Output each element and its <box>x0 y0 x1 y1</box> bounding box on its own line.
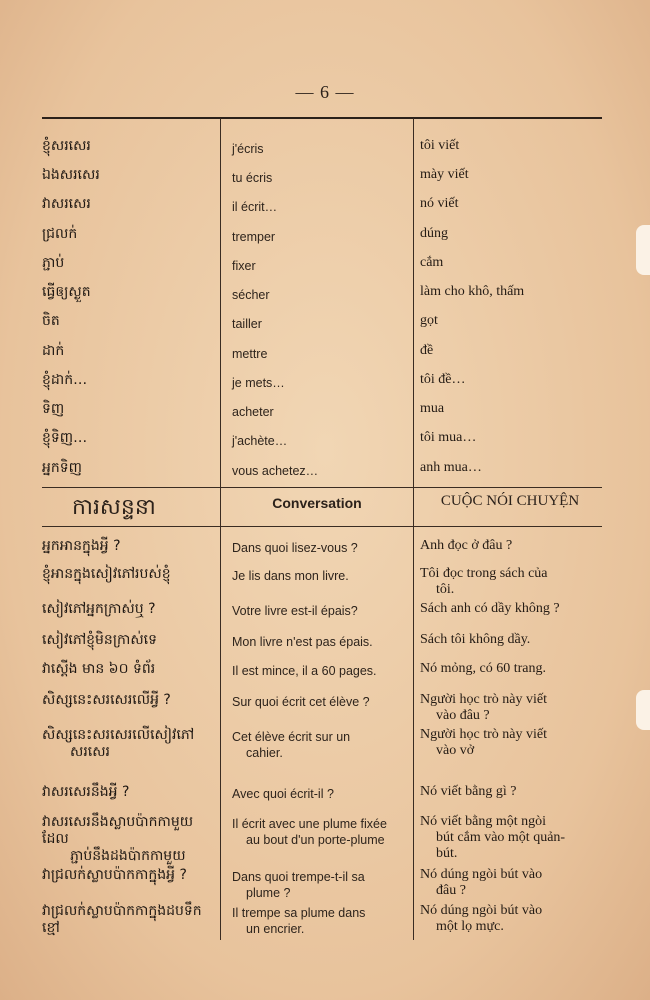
conv-khmer-line: សៀវភៅអ្នកក្រាស់ឬ ? <box>42 601 156 617</box>
conv-khmer <box>42 566 217 583</box>
conv-khmer <box>42 727 217 761</box>
conv-french-line: au bout d'un porte-plume <box>246 833 385 847</box>
conv-vietnamese-line: vào vở <box>436 743 475 758</box>
conv-french <box>232 786 410 802</box>
conv-french <box>232 540 410 556</box>
vocab-khmer: ដាក់ <box>42 343 65 359</box>
conv-khmer <box>42 661 217 678</box>
conv-khmer <box>42 601 217 618</box>
conv-vietnamese-line: đâu ? <box>436 883 466 898</box>
vocab-vietnamese: gọt <box>420 313 438 328</box>
conv-vietnamese <box>420 867 610 899</box>
vocab-vietnamese: mua <box>420 401 445 416</box>
conv-vietnamese-line: vào đâu ? <box>436 708 490 723</box>
vocab-vietnamese: anh mua… <box>420 460 482 475</box>
conv-french <box>232 603 410 619</box>
vocab-vietnamese: đề <box>420 343 434 358</box>
conv-khmer-line: វាសរសេរនឹងអ្វី ? <box>42 784 130 800</box>
vocab-khmer: ឯងសរសេរ <box>42 167 100 183</box>
vocab-french: j'écris <box>232 142 264 156</box>
conv-vietnamese-line: Người học trò này viết <box>420 692 547 707</box>
vocab-french: j'achète… <box>232 434 288 448</box>
conv-french-line: Mon livre n'est pas épais. <box>232 635 373 649</box>
column-divider-right <box>413 118 414 940</box>
conv-vietnamese-line: Nó dúng ngòi bút vào <box>420 867 543 882</box>
page-tear <box>636 225 650 275</box>
vocab-vietnamese: tôi viết <box>420 138 460 153</box>
conv-vietnamese-line: Anh đọc ở đâu ? <box>420 538 513 553</box>
conv-french <box>232 816 410 848</box>
vocab-khmer: ខ្ញុំសរសេរ <box>42 138 91 154</box>
conv-vietnamese <box>420 784 610 800</box>
conv-french-line: Votre livre est-il épais? <box>232 604 358 618</box>
vocab-khmer: វាសរសេរ <box>42 196 91 212</box>
conv-french-line: Il trempe sa plume dans <box>232 906 366 920</box>
vocab-vietnamese: làm cho khô, thấm <box>420 284 525 299</box>
conv-vietnamese-line: Nó mỏng, có 60 trang. <box>420 661 546 676</box>
conv-vietnamese-line: Tôi đọc trong sách của <box>420 566 548 581</box>
conv-khmer <box>42 538 217 555</box>
conv-vietnamese <box>420 692 610 724</box>
conv-french-line: cahier. <box>246 746 283 760</box>
conv-khmer <box>42 903 217 937</box>
conv-khmer-line: សិស្សនេះសរសេរលើអ្វី ? <box>42 692 171 708</box>
conv-khmer-line: វាសរសេរនឹងស្លាបប៉ាកកាមួយដែល <box>42 814 194 847</box>
column-divider-left <box>220 118 221 940</box>
conv-vietnamese-line: Nó viết bằng một ngòi <box>420 814 546 829</box>
vocab-khmer: ខ្ញុំដាក់… <box>42 372 88 388</box>
conv-vietnamese-line: Nó viết bằng gì ? <box>420 784 517 799</box>
conv-french <box>232 694 410 710</box>
conv-vietnamese <box>420 601 610 617</box>
vocab-khmer: ភ្ជាប់ <box>42 255 65 271</box>
page-number: — 6 — <box>295 82 355 102</box>
conv-vietnamese <box>420 632 610 648</box>
conv-french-line: Il écrit avec une plume fixée <box>232 817 387 831</box>
conv-khmer <box>42 692 217 709</box>
vocab-vietnamese: nó viết <box>420 196 459 211</box>
conv-french <box>232 663 410 679</box>
conv-french-line: Je lis dans mon livre. <box>232 569 349 583</box>
conv-khmer-line: សរសេរ <box>70 744 110 760</box>
conv-french <box>232 905 410 937</box>
vocab-khmer: ចិត <box>42 313 60 329</box>
vocab-french: fixer <box>232 259 256 273</box>
conv-french-line: plume ? <box>246 886 291 900</box>
conv-french-line: Il est mince, il a 60 pages. <box>232 664 377 678</box>
conv-khmer-line: សិស្សនេះសរសេរលើសៀវភៅ <box>42 727 195 743</box>
vocab-vietnamese: tôi mua… <box>420 430 477 445</box>
conv-vietnamese-line: Người học trò này viết <box>420 727 547 742</box>
conv-vietnamese <box>420 661 610 677</box>
conv-french-line: Cet élève écrit sur un <box>232 730 351 744</box>
vocab-vietnamese: tôi đề… <box>420 372 466 387</box>
conv-khmer <box>42 632 217 649</box>
section-rule-top <box>42 487 602 488</box>
vocab-khmer: ធ្វើឲ្យស្ងួត <box>42 284 91 300</box>
vocab-french: je mets… <box>232 376 285 390</box>
vocab-khmer: ទិញ <box>42 401 65 417</box>
conv-vietnamese <box>420 538 610 554</box>
heading-vietnamese: CUỘC NÓI CHUYỆN <box>440 493 580 509</box>
conv-vietnamese <box>420 814 610 862</box>
conv-khmer-line: ភ្ជាប់នឹងដងប៉ាកកាមួយ <box>70 848 186 864</box>
top-rule <box>42 117 602 119</box>
conv-vietnamese-line: một lọ mực. <box>436 919 504 934</box>
vocab-vietnamese: dúng <box>420 226 448 241</box>
conv-khmer <box>42 867 217 884</box>
conv-french-line: Dans quoi trempe-t-il sa <box>232 870 365 884</box>
conv-french <box>232 869 410 901</box>
conv-vietnamese-line: bút. <box>436 846 458 861</box>
vocab-french: tu écris <box>232 171 273 185</box>
conv-french <box>232 729 410 761</box>
vocab-khmer: អ្នកទិញ <box>42 460 82 476</box>
conv-khmer <box>42 814 217 865</box>
conv-khmer-line: ខ្ញុំអានក្នុងសៀវភៅរបស់ខ្ញុំ <box>42 566 171 582</box>
conv-french-line: un encrier. <box>246 922 305 936</box>
vocab-french: tailler <box>232 317 262 331</box>
conv-khmer-line: វាស្តើង មាន ៦០ ទំព័រ <box>42 661 156 677</box>
section-rule-bottom <box>42 526 602 527</box>
conv-vietnamese-line: Sách anh có dầy không ? <box>420 601 560 616</box>
vocab-french: tremper <box>232 230 276 244</box>
vocab-french: acheter <box>232 405 274 419</box>
conv-french-line: Dans quoi lisez-vous ? <box>232 541 358 555</box>
conv-french <box>232 568 410 584</box>
vocab-vietnamese: cắm <box>420 255 444 270</box>
conv-vietnamese-line: Nó dúng ngòi bút vào <box>420 903 543 918</box>
conv-french-line: Avec quoi écrit-il ? <box>232 787 334 801</box>
heading-french: Conversation <box>272 495 362 511</box>
conv-khmer-line: អ្នកអានក្នុងអ្វី ? <box>42 538 121 554</box>
conv-vietnamese <box>420 566 610 598</box>
vocab-french: sécher <box>232 288 270 302</box>
vocab-french: mettre <box>232 347 268 361</box>
conv-french-line: Sur quoi écrit cet élève ? <box>232 695 370 709</box>
conv-khmer-line: វាជ្រលក់ស្លាបប៉ាកកាក្នុងដបទឹកខ្មៅ <box>42 903 202 936</box>
vocab-french: il écrit… <box>232 200 278 214</box>
conv-vietnamese-line: Sách tôi không dầy. <box>420 632 531 647</box>
conv-khmer <box>42 784 217 801</box>
conv-khmer-line: វាជ្រលក់ស្លាបប៉ាកកាក្នុងអ្វី ? <box>42 867 187 883</box>
page-tear <box>636 690 650 730</box>
conv-vietnamese-line: tôi. <box>436 582 455 597</box>
conv-khmer-line: សៀវភៅខ្ញុំមិនក្រាស់ទេ <box>42 632 157 648</box>
vocab-french: vous achetez… <box>232 464 319 478</box>
vocab-khmer: ខ្ញុំទិញ… <box>42 430 88 446</box>
conv-french <box>232 634 410 650</box>
conv-vietnamese <box>420 903 610 935</box>
conv-vietnamese-line: bút cắm vào một quản- <box>436 830 566 845</box>
heading-khmer: ការសន្ទនា <box>72 495 156 520</box>
vocab-vietnamese: mày viết <box>420 167 469 182</box>
conv-vietnamese <box>420 727 610 759</box>
vocab-khmer: ជ្រលក់ <box>42 226 78 242</box>
